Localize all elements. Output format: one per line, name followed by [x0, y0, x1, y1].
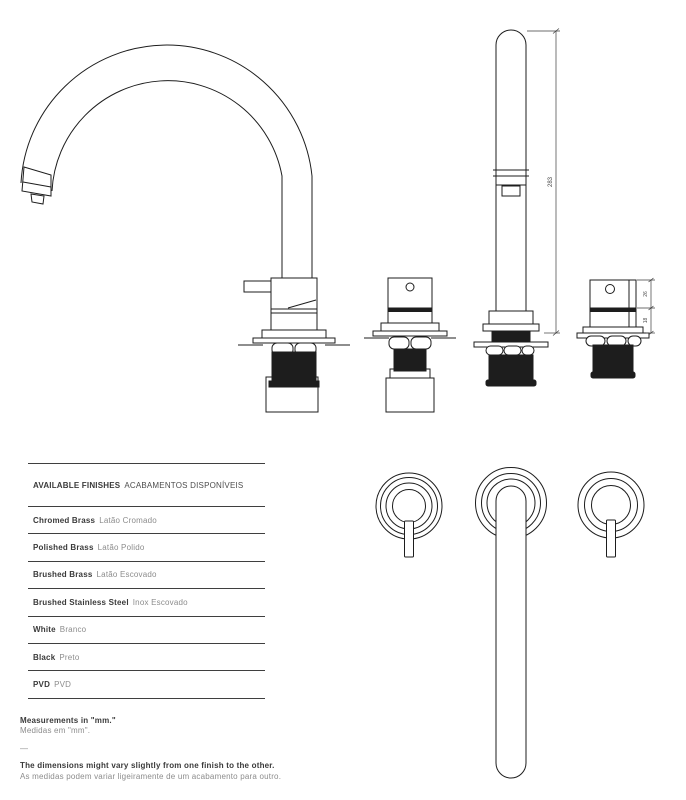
lever-handle	[244, 281, 273, 292]
note-variance-pt: As medidas podem variar ligeiramente de um acabamento para outro.	[20, 771, 282, 781]
finishes-header	[28, 464, 265, 507]
finish-name-pt: Latão Escovado	[96, 570, 157, 580]
finishes-header-en: AVAILABLE FINISHES	[33, 480, 121, 490]
finish-name-pt: Latão Polido	[97, 543, 145, 553]
dimension-valve-heights	[637, 278, 655, 335]
finish-name-pt: Inox Escovado	[132, 597, 188, 607]
threaded-shank	[394, 349, 426, 371]
knob-lever	[405, 521, 414, 557]
aerator-tip	[502, 186, 520, 196]
threaded-shank	[489, 355, 533, 382]
finish-row-chromed-brass	[28, 507, 265, 534]
finishes-header-pt: ACABAMENTOS DISPONÍVEIS	[124, 480, 244, 490]
dim-label-valve-upper: 26	[643, 291, 649, 297]
finish-name-en: Chromed Brass	[33, 515, 96, 525]
finish-row-pvd	[28, 671, 265, 698]
dim-label-valve-lower: 18	[643, 317, 649, 324]
note-variance-en: The dimensions might vary slightly from one finish to the other.	[20, 761, 275, 771]
note-measurements-en: Measurements in "mm."	[20, 716, 116, 725]
finish-row-brushed-stainless-steel	[28, 589, 265, 616]
valve-front-view	[577, 280, 649, 378]
top-view-left-knob	[376, 473, 442, 557]
footer-notes	[20, 716, 350, 782]
finish-name-en: Brushed Brass	[33, 570, 93, 580]
spout-tube-plan	[496, 486, 526, 778]
finish-name-pt: Branco	[59, 625, 87, 635]
threaded-shank	[272, 352, 316, 383]
finish-name-en: White	[33, 625, 56, 635]
threaded-shank	[593, 345, 633, 376]
dim-label-283: 283	[548, 176, 554, 188]
dimension-spout-height	[527, 29, 560, 336]
note-separator: —	[20, 743, 29, 753]
finish-name-en: Polished Brass	[33, 543, 94, 553]
finish-row-brushed-brass	[28, 562, 265, 589]
note-measurements-pt: Medidas em "mm".	[20, 726, 91, 736]
finish-name-en: Black	[33, 652, 56, 662]
spout-outlet	[22, 167, 51, 196]
finish-row-white	[28, 617, 265, 644]
top-view-right-knob	[578, 472, 644, 557]
finish-name-pt: Latão Cromado	[99, 515, 157, 525]
finish-name-pt: PVD	[54, 680, 72, 690]
finish-name-en: Brushed Stainless Steel	[33, 597, 129, 607]
valve-side-view	[364, 278, 456, 412]
finish-name-en: PVD	[33, 680, 51, 690]
spout-side-view	[21, 45, 350, 412]
spout-front-view	[474, 30, 548, 386]
knob-lever	[607, 520, 616, 557]
finish-row-black	[28, 644, 265, 671]
finishes-table	[28, 463, 265, 699]
finish-name-pt: Preto	[59, 652, 80, 662]
top-view-spout	[476, 468, 547, 779]
finish-row-polished-brass	[28, 534, 265, 561]
